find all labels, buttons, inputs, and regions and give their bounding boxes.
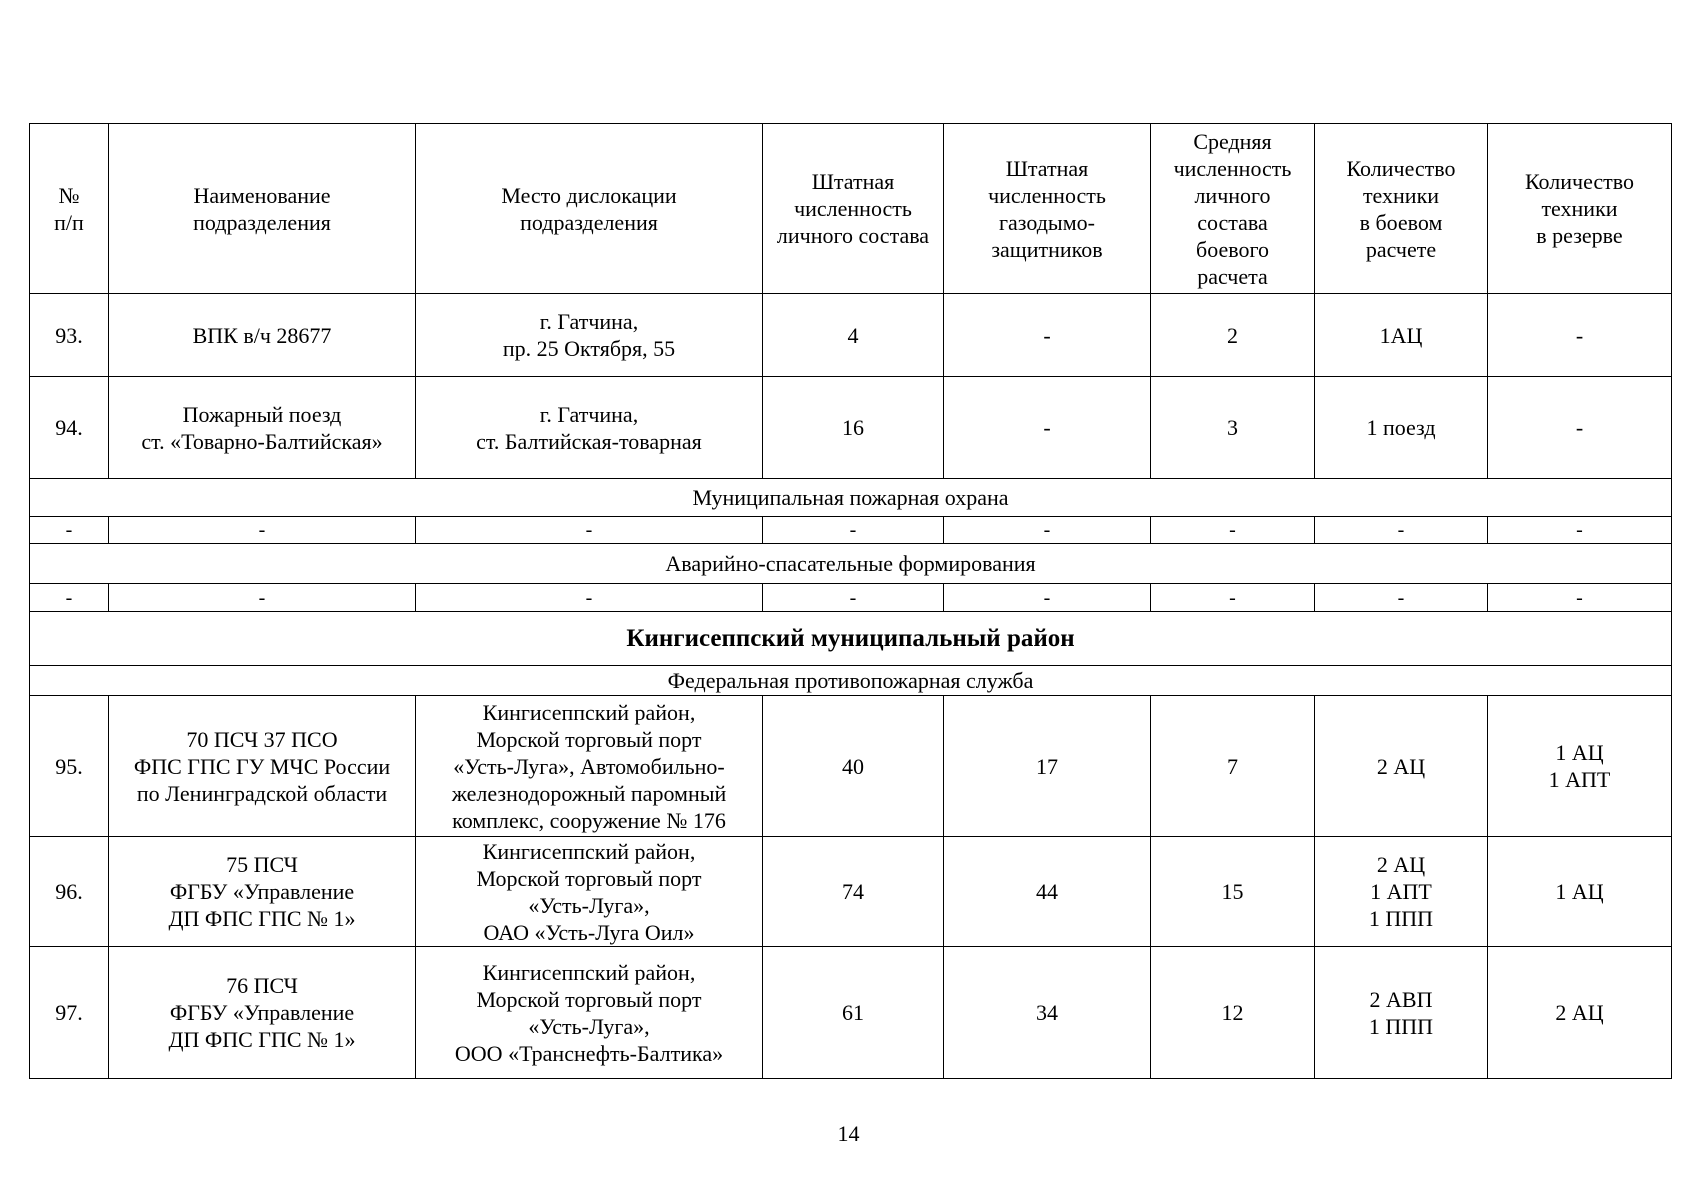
region-row <box>30 612 1672 666</box>
unit-name: Пожарный поезд ст. «Товарно-Балтийская» <box>109 377 416 479</box>
dash-cell: - <box>30 517 109 544</box>
unit-name: ВПК в/ч 28677 <box>109 294 416 377</box>
dash-cell: - <box>944 517 1151 544</box>
avg-crew-count: 7 <box>1151 696 1315 837</box>
row-number: 94. <box>30 377 109 479</box>
unit-name: 76 ПСЧ ФГБУ «Управление ДП ФПС ГПС № 1» <box>109 947 416 1079</box>
gas-staff-count: 44 <box>944 837 1151 947</box>
equip-reserve: 1 АЦ 1 АПТ <box>1488 696 1672 837</box>
staff-count: 40 <box>763 696 944 837</box>
dash-cell: - <box>1488 517 1672 544</box>
dash-cell: - <box>109 517 416 544</box>
equip-combat: 2 АЦ 1 АПТ 1 ППП <box>1315 837 1488 947</box>
equip-combat: 1АЦ <box>1315 294 1488 377</box>
gas-staff-count: - <box>944 294 1151 377</box>
equip-reserve: 1 АЦ <box>1488 837 1672 947</box>
header-name: Наименование подразделения <box>109 124 416 294</box>
header-equip-combat: Количество техники в боевом расчете <box>1315 124 1488 294</box>
staff-count: 61 <box>763 947 944 1079</box>
dash-cell: - <box>30 584 109 612</box>
equip-combat: 1 поезд <box>1315 377 1488 479</box>
dash-cell: - <box>1488 584 1672 612</box>
gas-staff-count: 34 <box>944 947 1151 1079</box>
table-row <box>30 837 1672 947</box>
unit-location: г. Гатчина, ст. Балтийская-товарная <box>416 377 763 479</box>
unit-name: 75 ПСЧ ФГБУ «Управление ДП ФПС ГПС № 1» <box>109 837 416 947</box>
dash-cell: - <box>1151 584 1315 612</box>
dash-cell: - <box>763 584 944 612</box>
unit-location: Кингисеппский район, Морской торговый порт «Усть-Луга», ОАО «Усть-Луга Оил» <box>416 837 763 947</box>
section-row <box>30 666 1672 696</box>
dash-cell: - <box>416 517 763 544</box>
dash-cell: - <box>1151 517 1315 544</box>
row-number: 96. <box>30 837 109 947</box>
header-gas-staff: Штатная численность газодымо- защитников <box>944 124 1151 294</box>
staff-count: 74 <box>763 837 944 947</box>
units-table <box>29 123 1672 1079</box>
section-title-federal: Федеральная противопожарная служба <box>30 666 1672 696</box>
staff-count: 16 <box>763 377 944 479</box>
header-avg-crew: Средняя численность личного состава боевого расчета <box>1151 124 1315 294</box>
header-location: Место дислокации подразделения <box>416 124 763 294</box>
dash-cell: - <box>763 517 944 544</box>
header-num: № п/п <box>30 124 109 294</box>
table-row <box>30 947 1672 1079</box>
equip-reserve: - <box>1488 294 1672 377</box>
staff-count: 4 <box>763 294 944 377</box>
table-row <box>30 294 1672 377</box>
row-number: 95. <box>30 696 109 837</box>
equip-combat: 2 АЦ <box>1315 696 1488 837</box>
dash-cell: - <box>1315 517 1488 544</box>
empty-row <box>30 584 1672 612</box>
dash-cell: - <box>1315 584 1488 612</box>
table-header-row <box>30 124 1672 294</box>
equip-reserve: 2 АЦ <box>1488 947 1672 1079</box>
avg-crew-count: 2 <box>1151 294 1315 377</box>
unit-location: Кингисеппский район, Морской торговый порт «Усть-Луга», ООО «Транснефть-Балтика» <box>416 947 763 1079</box>
dash-cell: - <box>109 584 416 612</box>
gas-staff-count: 17 <box>944 696 1151 837</box>
avg-crew-count: 3 <box>1151 377 1315 479</box>
dash-cell: - <box>416 584 763 612</box>
section-row <box>30 544 1672 584</box>
avg-crew-count: 15 <box>1151 837 1315 947</box>
header-staff: Штатная численность личного состава <box>763 124 944 294</box>
section-row <box>30 479 1672 517</box>
table-row <box>30 377 1672 479</box>
region-title: Кингисеппский муниципальный район <box>30 612 1672 666</box>
section-title-municipal: Муниципальная пожарная охрана <box>30 479 1672 517</box>
equip-combat: 2 АВП 1 ППП <box>1315 947 1488 1079</box>
page-number: 14 <box>837 1121 860 1146</box>
unit-name: 70 ПСЧ 37 ПСО ФПС ГПС ГУ МЧС России по Ленинградской области <box>109 696 416 837</box>
avg-crew-count: 12 <box>1151 947 1315 1079</box>
table-row <box>30 696 1672 837</box>
row-number: 97. <box>30 947 109 1079</box>
row-number: 93. <box>30 294 109 377</box>
unit-location: Кингисеппский район, Морской торговый порт «Усть-Луга», Автомобильно- железнодорожный паромный комплекс, сооружение № 176 <box>416 696 763 837</box>
equip-reserve: - <box>1488 377 1672 479</box>
gas-staff-count: - <box>944 377 1151 479</box>
section-title-rescue: Аварийно-спасательные формирования <box>30 544 1672 584</box>
empty-row <box>30 517 1672 544</box>
unit-location: г. Гатчина, пр. 25 Октября, 55 <box>416 294 763 377</box>
dash-cell: - <box>944 584 1151 612</box>
header-equip-reserve: Количество техники в резерве <box>1488 124 1672 294</box>
